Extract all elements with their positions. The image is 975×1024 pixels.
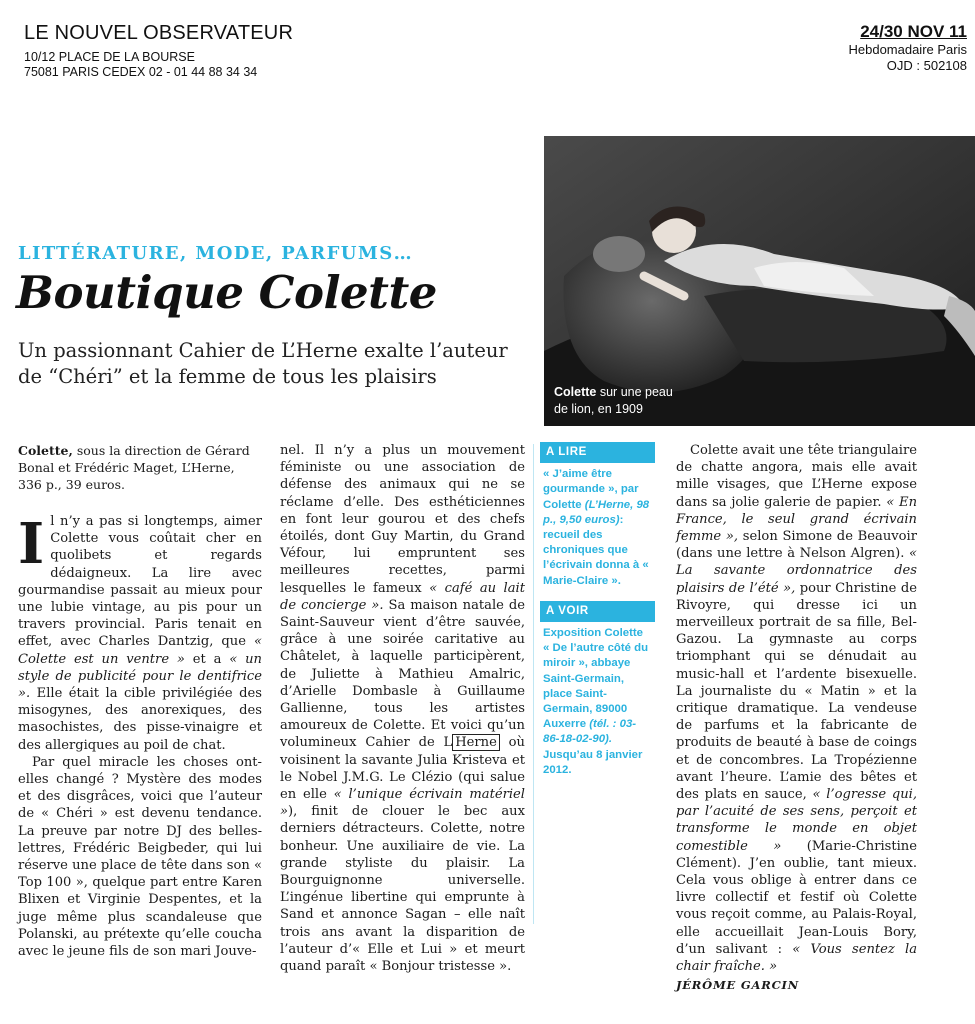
publication-address [24,50,293,80]
paragraph-4 [676,442,917,975]
column-divider [533,444,534,924]
paragraph-4-a: Colette avait une tête triangulaire de chatte angora, mais elle avait mille visages, que L’Herne expose dans sa jolie galerie de papier. [676,443,917,510]
quote-cafe-au-lait: « café au lait de concierge ». [280,580,525,613]
sidebar-lire-details: (L’Herne, 98 p., 9,50 euros) [543,498,650,526]
sidebar-voir-body [540,626,655,778]
caption-subject: Colette [554,385,597,399]
paragraph-4-b: selon Simone de Beauvoir (dans une lettre à Nelson Algren). [676,529,917,562]
paragraph-1 [18,513,262,754]
article-subtitle: Un passionnant Cahier de L’Herne exalte l’auteur de “Chéri” et la femme de tous les plaisirs [18,339,508,388]
publication-name: LE NOUVEL OBSERVATEUR [24,22,294,44]
sidebar-voir-title: Exposition Colette « De l’autre côté du miroir », abbaye Saint-Germain, place Saint-Germain, 89000 Auxerre [543,627,649,731]
quote-beauvoir: « En France, le seul grand écrivain femme », [676,494,917,545]
address-line-2: 75081 PARIS CEDEX 02 - 01 44 88 34 34 [24,65,258,79]
quote-rivoyre: « La savante ordonnatrice des plaisirs de l’été », [676,546,917,596]
quote-colette-ventre: « Colette est un ventre » [18,634,262,667]
paragraph-3-d: ), finit de clouer le bec aux derniers détracteurs. Colette, notre bonheur. Une auxiliaire de vie. La grande styliste du plaisir. La Bourguignonne universelle. L’ingénue libertine qui emprunte à Sand et annonce Sagan – elle naît trois ans avant la disparition de l’auteur d’« Elle et Lui » et meurt quand paraît « Bonjour tristesse ». [280,804,525,975]
paragraph-1-text: l n’y a pas si longtemps, aimer Colette vous coûtait cher en quolibets et regards dédaigneux. La lire avec gourmandise passait au mieux pour une lubie vintage, au pis pour un travers provincial. Paris tenait en effet, avec Charles Dantzig, que [18,514,262,650]
quote-ogresse: « l’ogresse qui, par l’acuité de ses sens, perçoit et transforme le monde en objet comestible » [676,787,917,854]
author-signature: JÉRÔME GARCIN [676,978,800,993]
photo-colette-lion-image [544,136,975,426]
publication-header [24,22,293,80]
paragraph-3-b: Sa maison natale de Saint-Sauveur vient d’être sauvée, grâce à une soirée caritative au Châtelet, à laquelle participèrent, de Juliette à Mathieu Amalric, d’Arielle Dombasle à Guillaume Gallienne, tous les artistes amoureux de Colette. Et voici qu’un volumineux Cahier de L [280,597,525,751]
paragraph-1-end: Elle était la cible privilégiée des misogynes, des anorexiques, des masochistes, des pisse-vinaigre et des allergiques au poil de chat. [18,686,262,753]
article-column-1 [18,442,262,960]
paragraph-3-a: nel. Il n’y a plus un mouvement féministe ou une association de défense des animaux qui ne se réclame d’elle. Des esthéticiennes en font leur gourou et des chefs étoilés, dont Guy Martin, du Grand Véfour, lui empruntent ses meilleures recettes, parmi lesquelles le fameux [280,443,525,596]
article-kicker: LITTÉRATURE, MODE, PARFUMS… [18,243,414,264]
issue-ojd: OJD : 502108 [886,58,967,73]
boxed-word-herne: Herne [452,734,500,751]
paragraph-1-mid: et a [192,651,222,667]
quote-dentifrice: « un style de publicité pour le dentifrice ». [18,651,262,702]
address-line-1: 10/12 PLACE DE LA BOURSE [24,50,195,64]
article-title: Boutique Colette [16,266,437,319]
issue-frequency: Hebdomadaire Paris [848,42,967,57]
sidebar-box [540,442,655,778]
sidebar-voir-dates: Jusqu’au 8 janvier 2012. [543,748,643,776]
sidebar-voir-phone: (tél. : 03-86-18-02-90). [543,718,637,746]
article-photo [544,136,975,426]
paragraph-2: Par quel miracle les choses ont-elles changé ? Mystère des modes et des disgrâces, voici que l’auteur de « Chéri » est devenu tendance. La preuve par notre DJ des belles-lettres, Frédéric Beigbeder, qui lui réserve une place de tête dans son « Top 100 », quelque part entre Karen Blixen et Virginie Despentes, et la juge même plus scandaleuse que Polanski, au prétexte qu’elle coucha avec le jeune fils de son mari Jouve- [18,754,262,960]
paragraph-3 [280,442,525,975]
sidebar-heading-lire: A LIRE [540,442,655,463]
quote-ecrivain-materiel: « l’unique écrivain matériel » [280,787,525,820]
sidebar-lire-body [540,467,655,589]
book-credits [18,442,262,493]
credits-text: sous la direction de Gérard Bonal et Frédéric Maget, L’Herne, 336 p., 39 euros. [18,443,250,492]
credits-title: Colette, [18,443,73,458]
photo-caption [554,384,674,418]
issue-date: 24/30 NOV 11 [860,22,967,41]
sidebar-lire-title: « J’aime être gourmande », par Colette [543,468,639,511]
paragraph-4-c: pour Christine de Rivoyre, qui dresse ici un merveilleux portrait de sa fille, Bel-Gazou. La gymnaste au corps triomphant qui se dénudait au music-hall et l’ardente bisexuelle. La journaliste du « Matin » et la critique dramatique. La vendeuse de parfums et la fabricante de produits de beauté à base de coings et de concombres. La Tropézienne avant l’heure. L’amie des bêtes et des plats en sauce, [676,580,917,803]
article-column-4 [676,442,917,995]
sidebar-lire-desc: : recueil des chroniques que l’écrivain donna à « Marie-Claire ». [543,513,649,587]
paragraph-3-c: où voisinent la savante Julia Kristeva et le Nobel J.M.G. Le Clézio (qui salue en elle [280,735,525,803]
article-column-2 [280,442,525,975]
issue-info [848,22,967,74]
quote-chair-fraiche: « Vous sentez la chair fraîche. » [676,941,917,975]
drop-cap: I [18,511,45,577]
paragraph-4-d: (Marie-Christine Clément). J’en oublie, tant mieux. Cela vous oblige à entrer dans ce livre collectif et festif où Colette vous reçoit comme, au Palais-Royal, elle accueillait Jean-Louis Bory, d’un salivant : [676,838,917,957]
sidebar-heading-voir: A VOIR [540,601,655,622]
caption-text: sur une peau de lion, en 1909 [554,385,673,416]
